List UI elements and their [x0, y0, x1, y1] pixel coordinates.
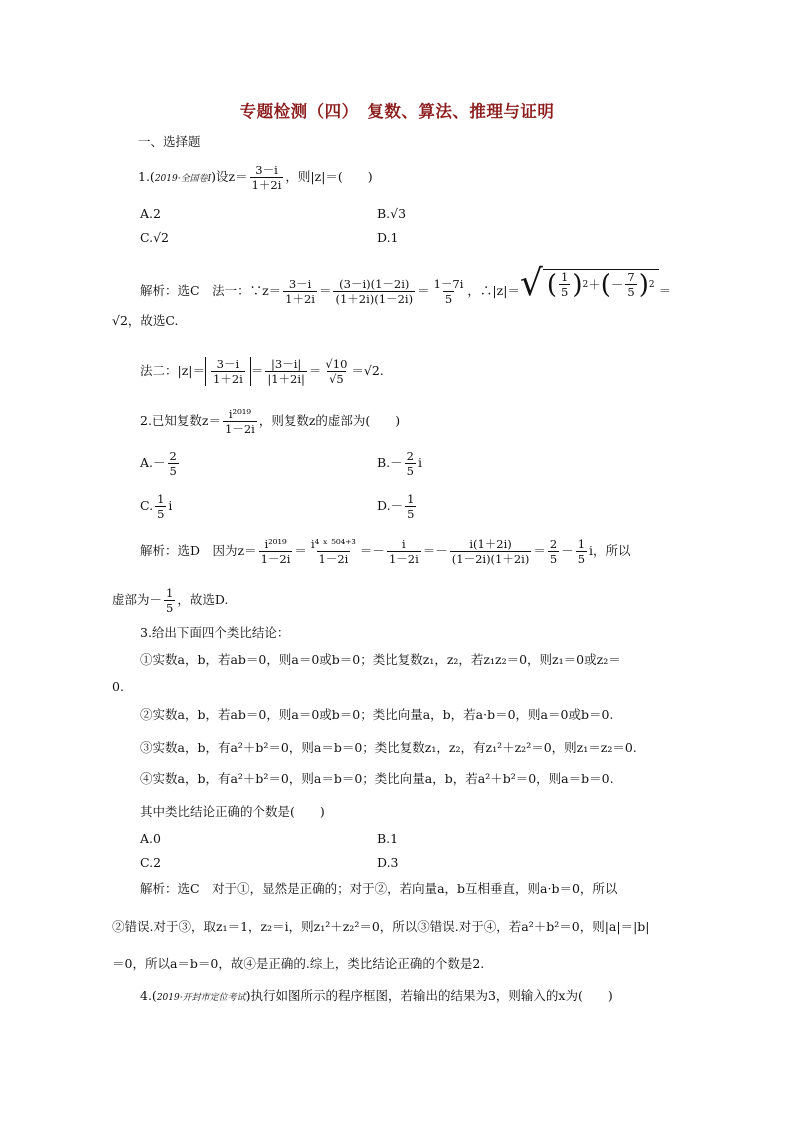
question-3-stem: 3.给出下面四个类比结论：	[140, 625, 290, 640]
q1-solution-conclusion: √2，故选C.	[112, 313, 179, 328]
q2-option-d: D.－ $\frac{1}{5}$	[377, 492, 415, 521]
question-1-source: 2019·全国卷Ⅰ	[154, 174, 212, 184]
q3-option-d: D.3	[377, 855, 399, 870]
q3-option-b: B.1	[377, 831, 399, 846]
q3-statement-1-cont: 0.	[112, 679, 124, 694]
q3-statement-4: ④实数a，b，有a²＋b²＝0，则a＝b＝0；类比向量a，b，若a²＋b²＝0，则a＝b＝0.	[140, 771, 614, 786]
q1-option-c: C.√2	[140, 230, 170, 245]
q3-option-a: A.0	[140, 831, 161, 846]
question-2-stem: 2.已知复数z＝ $\frac{\text{i²⁰¹⁹}}{1-2i}$ ，则复数z的虚部为( )	[140, 407, 401, 436]
q2-option-c: C. $\frac{1}{5}$ i	[140, 492, 173, 521]
page-title: 专题检测（四） 复数、算法、推理与证明	[239, 102, 555, 121]
q1-option-b: B.√3	[377, 206, 407, 221]
q3-solution-3: ＝0，所以a＝b＝0，故④是正确的.综上，类比结论正确的个数是2.	[112, 956, 485, 971]
q2-option-a: A.－ $\frac{2}{5}$	[140, 449, 177, 478]
q3-solution-1: 解析：选C 对于①，显然是正确的；对于②，若向量a，b互相垂直，则a·b＝0，所以	[140, 881, 618, 896]
q2-solution: 解析：选D 因为z＝ $\frac{\text{i²⁰¹⁹}}{1-2i}$ ＝ $\frac{\text{i⁴ ˣ ⁵⁰⁴⁺³}}{1-2i}$ ＝－ $\frac{i}{1-2i}$ ＝－ $\frac{i(1+2i)}{(1-2i)(1+2i)}$ ＝ $\frac{2}{5}$ － $\frac{1}{5}$ i，所以	[140, 537, 631, 566]
question-1-stem: 1.(2019·全国卷Ⅰ)设z＝ $\frac{3-i}{1+2i}$ ，则|z|＝( )	[138, 163, 373, 192]
q3-option-c: C.2	[140, 855, 162, 870]
q3-statement-1: ①实数a，b，若ab＝0，则a＝0或b＝0；类比复数z₁，z₂，若z₁z₂＝0，则z₁＝0或z₂＝	[140, 652, 621, 667]
q2-option-b: B.－ $\frac{2}{5}$ i	[377, 449, 422, 478]
q1-solution-method1: 解析：选C 法一：∵z＝ $\frac{3-i}{1+2i}$ ＝ $\frac{(3-i)(1-2i)}{(1+2i)(1-2i)}$ ＝ $\frac{1-7i}{5}$ ，∴|z|＝ √ ( $\frac{1}{5}$ ) 2 ＋ ( － $\frac{7}{5}$ ) 2 ＝	[140, 263, 672, 306]
q3-solution-2: ②错误.对于③，取z₁＝1，z₂＝i，则z₁²＋z₂²＝0，所以③错误.对于④，若a²＋b²＝0，则|a|＝|b|	[112, 919, 650, 934]
q2-solution-imag: 虚部为－ $\frac{1}{5}$ ，故选D.	[112, 586, 229, 615]
q3-ask: 其中类比结论正确的个数是( )	[140, 804, 325, 819]
question-4-stem: 4.(2019·开封市定位考试)执行如图所示的程序框图，若输出的结果为3，则输入的x为( )	[140, 988, 613, 1003]
question-4-source: 2019·开封市定位考试	[156, 993, 246, 1003]
section-heading: 一、选择题	[138, 134, 201, 149]
q1-option-d: D.1	[377, 230, 399, 245]
q3-statement-3: ③实数a，b，有a²＋b²＝0，则a＝b＝0；类比复数z₁，z₂，有z₁²＋z₂²＝0，则z₁＝z₂＝0.	[140, 740, 637, 755]
q3-statement-2: ②实数a，b，若ab＝0，则a＝0或b＝0；类比向量a，b，若a·b＝0，则a＝0或b＝0.	[140, 707, 614, 722]
q1-solution-method2: 法二：|z|＝ $\frac{3-i}{1+2i}$ ＝ $\frac{|3-i|}{|1+2i|}$ ＝ $\frac{√10}{√5}$ ＝√2.	[140, 357, 384, 386]
q1-option-a: A.2	[140, 206, 161, 221]
